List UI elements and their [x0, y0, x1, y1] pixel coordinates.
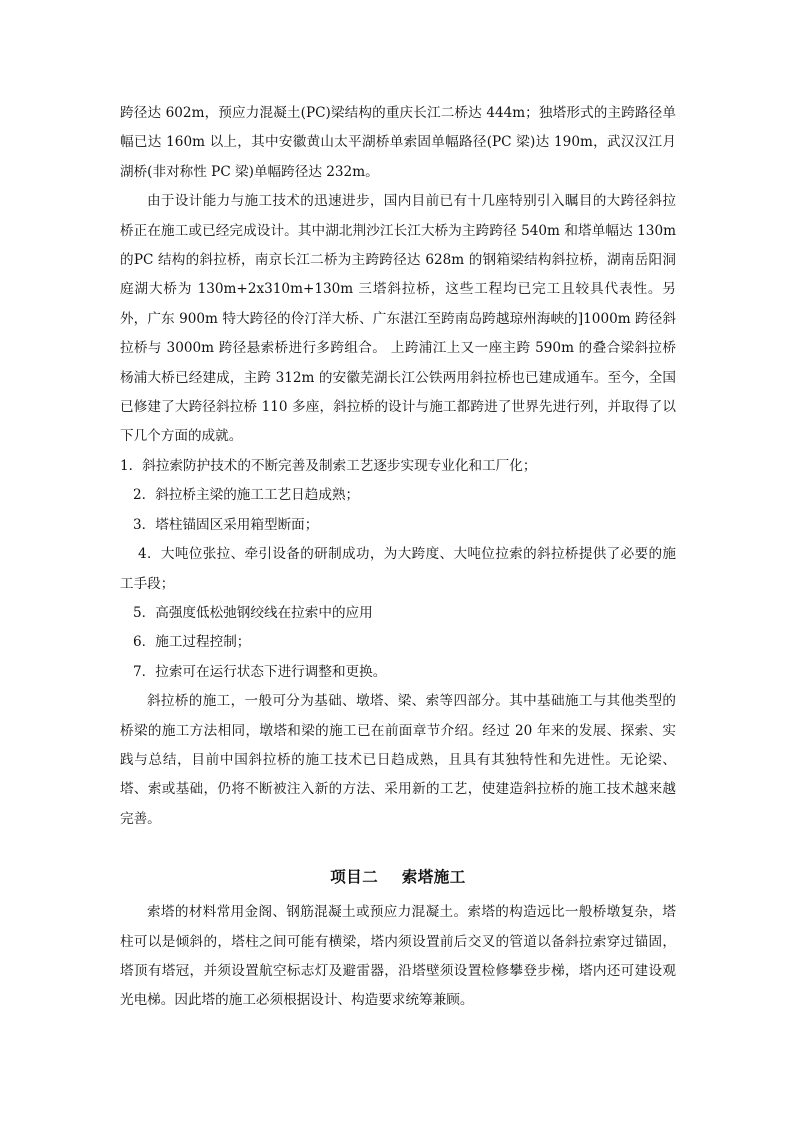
list-item: 7．拉索可在运行状态下进行调整和更换。: [133, 663, 387, 680]
paragraph-domestic-progress: 由于设计能力与施工技术的迅速进步，国内目前已有十几座特别引入瞩目的大跨径斜拉桥正在施工或已经完成设计。其中湖北荆沙江长江大桥为主跨跨径 540m 和塔单幅达 130m 的PC 结构的斜拉桥，南京长江二桥为主跨跨径达 628m 的钢箱梁结构斜拉桥，湖南岳阳洞庭湖大桥为 130m+2x310m+130m 三塔斜拉桥，这些工程均已完工且较具代表性。另外，广东 900m 特大跨径的伶汀洋大桥、广东湛江至跨南岛跨越琼州海峡的]1000m 跨径斜拉桥与 3000m 跨径悬索桥进行多跨组合。 上跨浦江上又一座主跨 590m 的叠合梁斜拉桥杨浦大桥已经建成，主跨 312m 的安徽芜湖长江公铁两用斜拉桥也已建成通车。至今，全国已修建了大跨径斜拉桥 110 多座，斜拉桥的设计与施工都跨进了世界先进行列，并取得了以下几个方面的成就。: [120, 193, 676, 445]
paragraph-span-records: 跨径达 602m，预应力混凝土(PC)梁结构的重庆长江二桥达 444m；独塔形式的主跨路径单幅已达 160m 以上，其中安徽黄山太平湖桥单索固单幅路径(PC 梁)达 190m，武汉汉江月湖桥(非对称性 PC 梁)单幅跨径达 232m。: [120, 105, 676, 180]
paragraph-tower-construction: 索塔的材料常用金阁、钢筋混凝土或预应力混凝土。索塔的构造远比一般桥墩复杂，塔柱可以是倾斜的，塔柱之间可能有横梁，塔内须设置前后交叉的管道以备斜拉索穿过锚固，塔顶有塔冠，并须设置航空标志灯及避雷器，沿塔壁须设置检修攀登步梯，塔内还可建设观光电梯。因此塔的施工必须根据设计、构造要求统筹兼顾。: [120, 904, 676, 1009]
section-heading: 项目二 索塔施工: [330, 867, 466, 887]
document-body: [120, 99, 676, 1016]
achievements-list: [120, 452, 676, 687]
list-item: 4．大吨位张拉、牵引设备的研制成功，为大跨度、大吨位拉索的斜拉桥提供了必要的施工手段；: [120, 546, 676, 592]
list-item: 2．斜拉桥主梁的施工工艺日趋成熟；: [133, 487, 360, 504]
heading-spacer: [120, 834, 676, 862]
list-item: 6．施工过程控制；: [133, 634, 251, 651]
paragraph-construction-overview: 斜拉桥的施工，一般可分为基础、墩塔、梁、索等四部分。其中基础施工与其他类型的桥梁的施工方法相同，墩塔和梁的施工已在前面章节介绍。经过 20 年来的发展、探索、实践与总结，目前中国斜拉桥的施工技术已日趋成熟，且具有其独特性和先进性。无论梁、塔、索或基础，仍将不断被注入新的方法、采用新的工艺，使建造斜拉桥的施工技术越来越完善。: [120, 693, 676, 827]
list-item: 3．塔柱锚固区采用箱型断面；: [133, 516, 319, 533]
list-item: 1．斜拉索防护技术的不断完善及制索工艺逐步实现专业化和工厂化；: [120, 457, 537, 474]
list-item: 5．高强度低松弛钢绞线在拉索中的应用: [133, 604, 373, 621]
